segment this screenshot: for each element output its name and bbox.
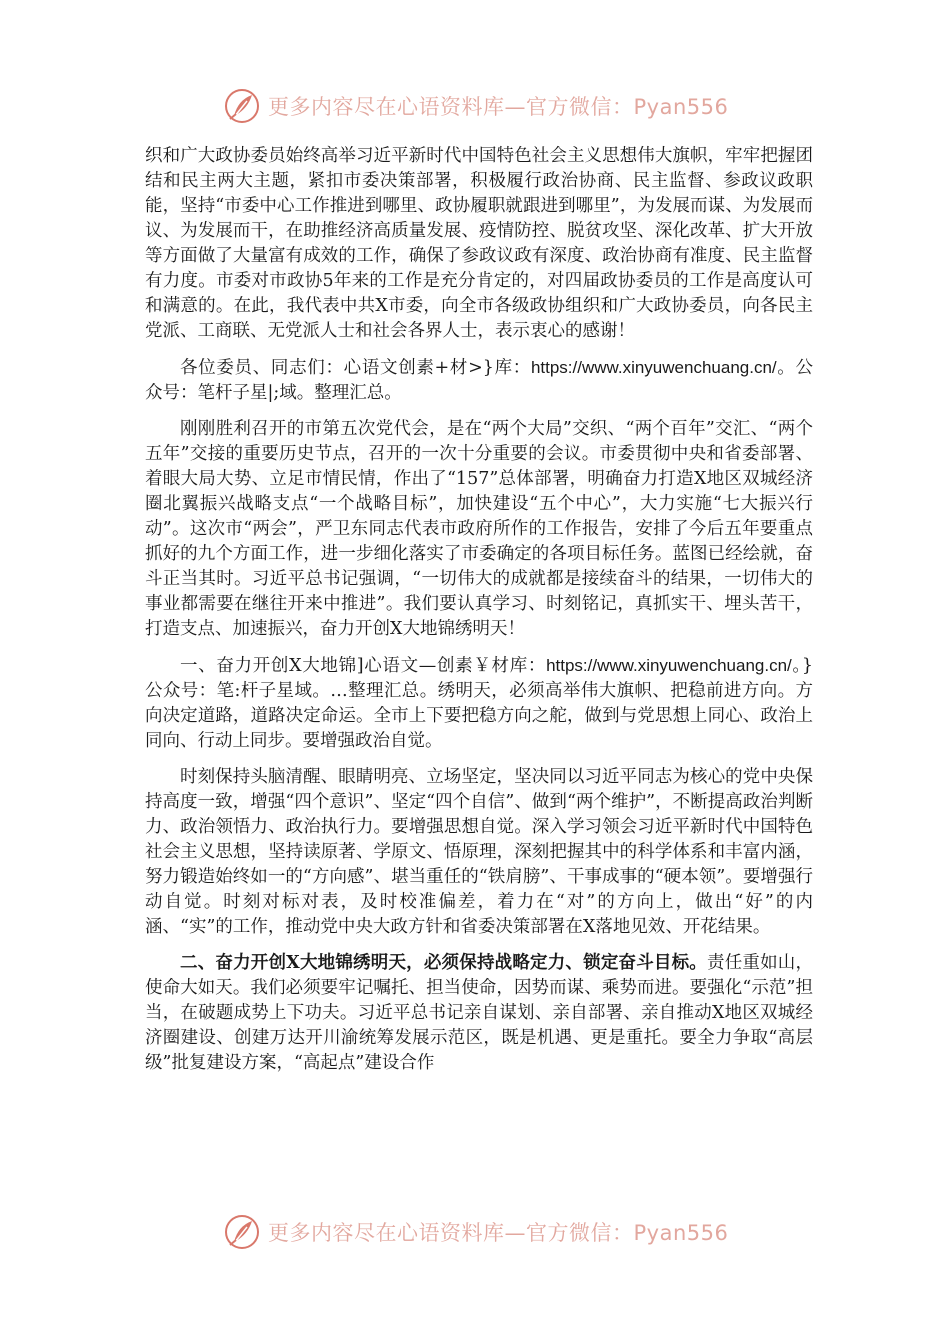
paragraph-1: 织和广大政协委员始终高举习近平新时代中国特色社会主义思想伟大旗帜，牢牢把握团结和民主两大主题，紧扣市委决策部署，积极履行政治协商、民主监督、参政议政职能，坚持“市委中心工作推进到哪里、政协履职就跟进到哪里”，为发展而谋、为发展而议、为发展而干，在助推经济高质量发展、疫情防控、脱贫攻坚、深化改革、扩大开放等方面做了大量富有成效的工作，确保了参政议政有深度、政治协商有准度、民主监督有力度。市委对市政协5年来的工作是充分肯定的，对四届政协委员的工作是高度认可和满意的。在此，我代表中共X市委，向全市各级政协组织和广大政协委员，向各民主党派、工商联、无党派人士和社会各界人士，表示衷心的感谢！ [145, 146, 813, 341]
paragraph-2 [145, 355, 813, 406]
section-heading-2: 二、奋力开创X大地锦绣明天，必须保持战略定力、锁定奋斗目标。 [180, 953, 708, 973]
paragraph-5: 时刻保持头脑清醒、眼睛明亮、立场坚定，坚决同以习近平同志为核心的党中央保持高度一致，增强“四个意识”、坚定“四个自信”、做到“两个维护”，不断提高政治判断力、政治领悟力、政治执行力。要增强思想自觉。深入学习领会习近平新时代中国特色社会主义思想，坚持读原著、学原文、悟原理，深刻把握其中的科学体系和丰富内涵，努力锻造始终如一的“方向感”、堪当重任的“铁肩膀”、干事成事的“硬本领”。要增强行动自觉。时刻对标对表，及时校准偏差，着力在“对”的方向上，做出“好”的内涵、“实”的工作，推动党中央大政方针和省委决策部署在X落地见效、开花结果。 [145, 767, 813, 937]
header-banner-text: 更多内容尽在心语资料库—官方微信：Pyan556 [268, 95, 729, 119]
paragraph-3: 刚刚胜利召开的市第五次党代会，是在“两个大局”交织、“两个百年”交汇、“两个五年”交接的重要历史节点，召开的一次十分重要的会议。市委贯彻中央和省委部署、着眼大局大势、立足市情民情，作出了“157”总体部署，明确奋力打造X地区双城经济圈北翼振兴战略支点“一个战略目标”，加快建设“五个中心”，大力实施“七大振兴行动”。这次市“两会”，严卫东同志代表市政府所作的工作报告，安排了今后五年要重点抓好的九个方面工作，进一步细化落实了市委确定的各项目标任务。蓝图已经绘就，奋斗正当其时。习近平总书记强调，“一切伟大的成就都是接续奋斗的结果，一切伟大的事业都需要在继往开来中推进”。我们要认真学习、时刻铭记，真抓实干、埋头苦干，打造支点、加速振兴，奋力开创X大地锦绣明天！ [145, 419, 813, 639]
footer-banner [222, 1212, 742, 1252]
paragraph-4-text-before: 一、奋力开创X大地锦]心语文—创素￥材库： [180, 656, 547, 676]
feather-pen-logo-icon [222, 1212, 262, 1252]
paragraph-2-text-before: 各位委员、同志们：心语文创素+材>}库： [180, 358, 531, 378]
watermark-url-link: https://www.xinyuwenchuang.cn/ [530, 358, 777, 377]
document-body [145, 144, 813, 1087]
paragraph-4 [145, 653, 813, 754]
footer-banner-text: 更多内容尽在心语资料库—官方微信：Pyan556 [268, 1221, 729, 1245]
watermark-url-link: https://www.xinyuwenchuang.cn/ [546, 656, 792, 675]
paragraph-4-text-after: 。}公众号：笔:杆子星域。…整理汇总。绣明天，必须高举伟大旗帜、把稳前进方向。方向决定道路，道路决定命运。全市上下要把稳方向之舵，做到与党思想上同心、政治上同向、行动上同步。要增强政治自觉。 [145, 656, 813, 751]
paragraph-2-text-after: 。公众号：笔杆子星|;域。整理汇总。 [145, 358, 813, 403]
paragraph-6 [145, 951, 813, 1076]
paragraph-6-text: 责任重如山，使命大如天。我们必须要牢记嘱托、担当使命，因势而谋、乘势而进。要强化“示范”担当，在破题成势上下功夫。习近平总书记亲自谋划、亲自部署、亲自推动X地区双城经济圈建设、创建万达开川渝统筹发展示范区，既是机遇、更是重托。要全力争取“高层级”批复建设方案，“高起点”建设合作 [145, 953, 814, 1073]
header-banner [222, 86, 742, 126]
feather-pen-logo-icon [222, 86, 262, 126]
